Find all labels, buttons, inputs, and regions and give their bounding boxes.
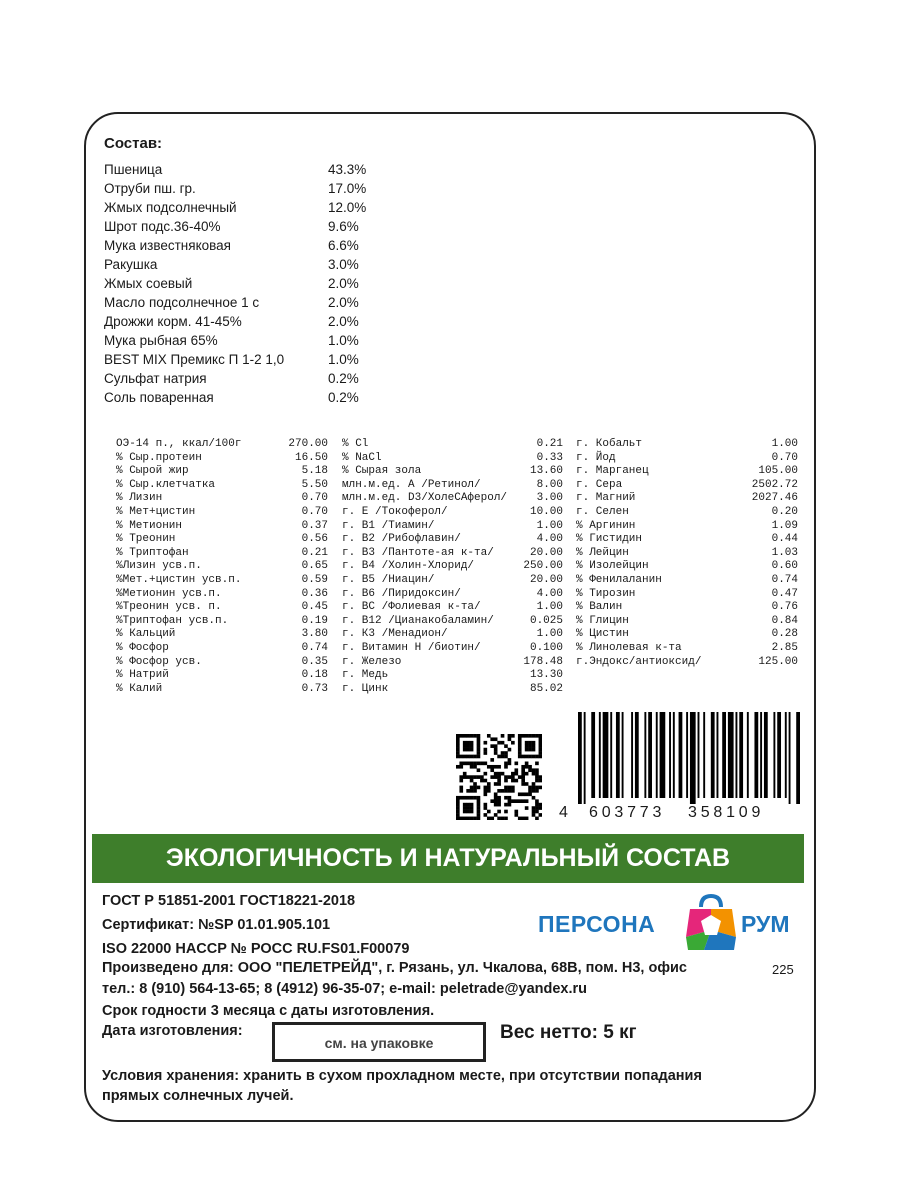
composition-item-percent: 6.6% [328, 238, 359, 253]
nutrition-name: г. В5 /Ниацин/ [342, 573, 435, 586]
nutrition-value: 0.18 [301, 669, 328, 682]
nutrition-value: 0.73 [301, 682, 328, 695]
nutrition-name: г. В6 /Пиридоксин/ [342, 587, 461, 600]
nutrition-row [116, 560, 328, 574]
nutrition-column-1 [116, 438, 328, 696]
nutrition-name: % Фосфор [116, 641, 169, 654]
certificate-text: Сертификат: №SP 01.01.905.101 [102, 917, 331, 933]
nutrition-name: % Триптофан [116, 546, 189, 559]
nutrition-row [576, 628, 798, 642]
nutrition-value: 16.50 [294, 451, 328, 464]
composition-item-name: Сульфат натрия [104, 371, 207, 386]
nutrition-row [576, 479, 798, 493]
net-weight: Вес нетто: 5 кг [500, 1022, 637, 1043]
nutrition-value: 3.80 [301, 628, 328, 641]
nutrition-value: 1.00 [536, 519, 563, 532]
nutrition-name: % Сыр.протеин [116, 451, 202, 464]
nutrition-value: 0.20 [771, 505, 798, 518]
nutrition-row [116, 615, 328, 629]
nutrition-value: 2502.72 [751, 478, 798, 491]
nutrition-name: %Метионин усв.п. [116, 587, 222, 600]
composition-list [104, 160, 424, 407]
gost-text: ГОСТ Р 51851-2001 ГОСТ18221-2018 [102, 893, 356, 909]
barcode [578, 712, 800, 804]
nutrition-value: 20.00 [529, 546, 563, 559]
nutrition-name: %Лизин усв.п. [116, 560, 202, 573]
nutrition-row [576, 656, 798, 670]
composition-item-name: Масло подсолнечное 1 с [104, 295, 260, 310]
nutrition-value: 0.70 [301, 505, 328, 518]
nutrition-value: 178.48 [523, 655, 563, 668]
nutrition-row [342, 683, 563, 697]
nutrition-name: % Валин [576, 601, 623, 614]
nutrition-row [576, 492, 798, 506]
nutrition-value: 2.85 [771, 641, 798, 654]
nutrition-name: г. В2 /Рибофлавин/ [342, 533, 461, 546]
composition-item [104, 160, 424, 179]
logo-text-left: ПЕРСОНА [538, 911, 656, 937]
nutrition-row [576, 615, 798, 629]
nutrition-name: % Cl [342, 438, 369, 450]
nutrition-row [342, 452, 563, 466]
nutrition-row [116, 438, 328, 452]
nutrition-row [342, 520, 563, 534]
barcode-digit-prefix: 4 [559, 804, 568, 821]
composition-item [104, 312, 424, 331]
nutrition-row [342, 533, 563, 547]
nutrition-value: 10.00 [529, 505, 563, 518]
nutrition-row [342, 642, 563, 656]
nutrition-name: % Глицин [576, 614, 629, 627]
nutrition-value: 105.00 [758, 465, 798, 478]
barcode-digits-right: 358109 [688, 804, 765, 821]
composition-item [104, 198, 424, 217]
persona-rum-logo [538, 893, 803, 951]
nutrition-value: 0.74 [301, 641, 328, 654]
nutrition-row [576, 533, 798, 547]
nutrition-value: 0.37 [301, 519, 328, 532]
nutrition-value: 5.50 [301, 478, 328, 491]
barcode-digits-left: 603773 [589, 804, 666, 821]
nutrition-name: г. Сера [576, 478, 623, 491]
nutrition-value: 13.30 [529, 669, 563, 682]
composition-item-percent: 2.0% [328, 314, 359, 329]
composition-item-name: Жмых соевый [104, 276, 193, 291]
nutrition-row [116, 656, 328, 670]
nutrition-row [116, 628, 328, 642]
nutrition-row [576, 601, 798, 615]
nutrition-name: г. Железо [342, 655, 402, 668]
nutrition-value: 2027.46 [751, 492, 798, 505]
nutrition-value: 0.36 [301, 587, 328, 600]
nutrition-name: % Изолейцин [576, 560, 649, 573]
composition-item-percent: 17.0% [328, 181, 367, 196]
nutrition-value: 0.47 [771, 587, 798, 600]
nutrition-name: % Лизин [116, 492, 163, 505]
composition-item-percent: 43.3% [328, 162, 367, 177]
nutrition-value: 0.84 [771, 614, 798, 627]
composition-item [104, 350, 424, 369]
nutrition-name: % NaCl [342, 451, 382, 464]
nutrition-value: 5.18 [301, 465, 328, 478]
nutrition-value: 0.70 [301, 492, 328, 505]
nutrition-name: г. К3 /Менадион/ [342, 628, 448, 641]
nutrition-value: 1.00 [536, 628, 563, 641]
nutrition-row [342, 601, 563, 615]
nutrition-name: % Мет+цистин [116, 505, 196, 518]
nutrition-name: г. Селен [576, 505, 629, 518]
nutrition-name: г. Кобальт [576, 438, 643, 450]
nutrition-row [576, 560, 798, 574]
nutrition-name: г. В12 /Цианакобаламин/ [342, 614, 494, 627]
composition-item-percent: 1.0% [328, 333, 359, 348]
nutrition-row [342, 438, 563, 452]
nutrition-name: г.Эндокс/антиоксид/ [576, 655, 702, 668]
composition-item-percent: 0.2% [328, 390, 359, 405]
nutrition-row [342, 492, 563, 506]
nutrition-value: 1.09 [771, 519, 798, 532]
composition-item [104, 293, 424, 312]
composition-item-name: Ракушка [104, 257, 158, 272]
nutrition-value: 1.03 [771, 546, 798, 559]
nutrition-name: % Треонин [116, 533, 176, 546]
nutrition-name: %Мет.+цистин усв.п. [116, 573, 242, 586]
nutrition-value: 250.00 [523, 560, 563, 573]
composition-item [104, 217, 424, 236]
composition-item-name: Жмых подсолнечный [104, 200, 237, 215]
nutrition-row [342, 669, 563, 683]
composition-item-name: Мука рыбная 65% [104, 333, 218, 348]
nutrition-value: 0.21 [301, 546, 328, 559]
composition-item-name: Отруби пш. гр. [104, 181, 196, 196]
nutrition-name: г. Марганец [576, 465, 649, 478]
nutrition-value: 0.70 [771, 451, 798, 464]
composition-item-percent: 9.6% [328, 219, 359, 234]
nutrition-value: 0.33 [536, 451, 563, 464]
nutrition-name: % Натрий [116, 669, 169, 682]
nutrition-name: г. Витамин Н /биотин/ [342, 641, 481, 654]
nutrition-row [116, 492, 328, 506]
nutrition-name: % Аргинин [576, 519, 636, 532]
nutrition-row [576, 452, 798, 466]
composition-item-name: BEST MIX Премикс П 1-2 1,0 [104, 352, 285, 367]
nutrition-column-3 [576, 438, 798, 669]
shopping-bag-icon [684, 893, 738, 951]
composition-item [104, 388, 424, 407]
composition-item-percent: 3.0% [328, 257, 359, 272]
nutrition-name: % Тирозин [576, 587, 636, 600]
nutrition-row [116, 574, 328, 588]
nutrition-name: % Линолевая к-та [576, 641, 682, 654]
nutrition-column-2 [342, 438, 563, 696]
nutrition-name: % Фенилаланин [576, 573, 662, 586]
composition-item-percent: 0.2% [328, 371, 359, 386]
composition-item-percent: 1.0% [328, 352, 359, 367]
nutrition-row [342, 588, 563, 602]
nutrition-row [116, 683, 328, 697]
nutrition-row [342, 547, 563, 561]
nutrition-row [576, 588, 798, 602]
nutrition-value: 85.02 [529, 682, 563, 695]
nutrition-name: млн.м.ед. А /Ретинол/ [342, 478, 481, 491]
nutrition-name: г. ВС /Фолиевая к-та/ [342, 601, 481, 614]
nutrition-value: 0.44 [771, 533, 798, 546]
nutrition-value: 0.100 [529, 641, 563, 654]
nutrition-name: %Триптофан усв.п. [116, 614, 229, 627]
nutrition-row [576, 520, 798, 534]
nutrition-name: ОЭ-14 п., ккал/100г [116, 438, 242, 450]
nutrition-name: % Калий [116, 682, 163, 695]
storage-line-2: прямых солнечных лучей. [102, 1088, 294, 1104]
composition-item [104, 236, 424, 255]
nutrition-row [342, 628, 563, 642]
nutrition-row [116, 452, 328, 466]
nutrition-name: г. В1 /Тиамин/ [342, 519, 435, 532]
nutrition-row [342, 506, 563, 520]
qr-code [456, 734, 542, 820]
nutrition-value: 270.00 [288, 438, 328, 450]
composition-item-percent: 12.0% [328, 200, 367, 215]
nutrition-row [342, 615, 563, 629]
produced-for-text: Произведено для: ООО "ПЕЛЕТРЕЙД", г. Рязань, ул. Чкалова, 68В, пом. Н3, офис [102, 960, 687, 976]
nutrition-name: г. Магний [576, 492, 636, 505]
nutrition-value: 0.56 [301, 533, 328, 546]
shelf-life-text: Срок годности 3 месяца с даты изготовления. [102, 1003, 435, 1019]
composition-item-percent: 2.0% [328, 295, 359, 310]
nutrition-value: 0.45 [301, 601, 328, 614]
composition-item-name: Шрот подс.36-40% [104, 219, 221, 234]
iso-text: ISO 22000 HACCP № РОСС RU.FS01.F00079 [102, 941, 410, 957]
nutrition-row [342, 656, 563, 670]
nutrition-row [576, 438, 798, 452]
composition-item [104, 255, 424, 274]
nutrition-name: % Фосфор усв. [116, 655, 202, 668]
composition-item-name: Соль поваренная [104, 390, 214, 405]
nutrition-row [116, 533, 328, 547]
nutrition-value: 0.60 [771, 560, 798, 573]
composition-item-percent: 2.0% [328, 276, 359, 291]
nutrition-name: % Кальций [116, 628, 176, 641]
nutrition-row [342, 465, 563, 479]
nutrition-row [342, 574, 563, 588]
eco-banner: ЭКОЛОГИЧНОСТЬ И НАТУРАЛЬНЫЙ СОСТАВ [92, 834, 804, 883]
nutrition-name: г. Медь [342, 669, 389, 682]
nutrition-value: 0.76 [771, 601, 798, 614]
nutrition-value: 1.00 [771, 438, 798, 450]
composition-title: Состав: [104, 135, 163, 152]
nutrition-row [576, 465, 798, 479]
nutrition-row [116, 601, 328, 615]
composition-item [104, 331, 424, 350]
nutrition-name: % Сырая зола [342, 465, 422, 478]
nutrition-name: г. В3 /Пантоте-ая к-та/ [342, 546, 494, 559]
nutrition-name: г. Цинк [342, 682, 389, 695]
nutrition-value: 0.19 [301, 614, 328, 627]
date-label: Дата изготовления: [102, 1023, 243, 1039]
composition-item-name: Мука известняковая [104, 238, 231, 253]
nutrition-row [116, 465, 328, 479]
nutrition-name: % Сыр.клетчатка [116, 478, 216, 491]
nutrition-row [342, 560, 563, 574]
composition-item-name: Дрожжи корм. 41-45% [104, 314, 242, 329]
nutrition-row [576, 547, 798, 561]
nutrition-value: 0.74 [771, 573, 798, 586]
nutrition-value: 1.00 [536, 601, 563, 614]
nutrition-row [116, 588, 328, 602]
nutrition-row [116, 506, 328, 520]
nutrition-value: 0.21 [536, 438, 563, 450]
nutrition-name: % Сырой жир [116, 465, 189, 478]
nutrition-row [116, 479, 328, 493]
nutrition-name: % Лейцин [576, 546, 629, 559]
nutrition-name: % Цистин [576, 628, 629, 641]
nutrition-value: 20.00 [529, 573, 563, 586]
nutrition-name: % Гистидин [576, 533, 643, 546]
nutrition-value: 4.00 [536, 587, 563, 600]
nutrition-value: 0.65 [301, 560, 328, 573]
nutrition-value: 0.025 [529, 614, 563, 627]
composition-item [104, 369, 424, 388]
composition-item [104, 179, 424, 198]
nutrition-name: г. Е /Токоферол/ [342, 505, 448, 518]
nutrition-row [116, 547, 328, 561]
composition-item-name: Пшеница [104, 162, 163, 177]
composition-item [104, 274, 424, 293]
office-number: 225 [772, 962, 794, 977]
nutrition-name: г. В4 /Холин-Хлорид/ [342, 560, 475, 573]
nutrition-value: 0.28 [771, 628, 798, 641]
nutrition-value: 13.60 [529, 465, 563, 478]
nutrition-row [576, 574, 798, 588]
nutrition-value: 0.59 [301, 573, 328, 586]
nutrition-row [116, 520, 328, 534]
nutrition-value: 4.00 [536, 533, 563, 546]
nutrition-name: г. Йод [576, 451, 616, 464]
phones-text: тел.: 8 (910) 564-13-65; 8 (4912) 96-35-07; e-mail: peletrade@yandex.ru [102, 981, 588, 997]
nutrition-row [116, 642, 328, 656]
nutrition-name: % Метионин [116, 519, 183, 532]
storage-line-1: Условия хранения: хранить в сухом прохладном месте, при отсутствии попадания [102, 1068, 702, 1084]
nutrition-value: 3.00 [536, 492, 563, 505]
nutrition-row [116, 669, 328, 683]
nutrition-value: 0.35 [301, 655, 328, 668]
nutrition-value: 8.00 [536, 478, 563, 491]
date-box: см. на упаковке [272, 1022, 486, 1062]
nutrition-value: 125.00 [758, 655, 798, 668]
nutrition-row [342, 479, 563, 493]
logo-text-right: РУМ [741, 911, 790, 937]
nutrition-name: %Треонин усв. п. [116, 601, 222, 614]
nutrition-row [576, 642, 798, 656]
nutrition-row [576, 506, 798, 520]
nutrition-name: млн.м.ед. D3/ХолеСАферол/ [342, 492, 508, 505]
